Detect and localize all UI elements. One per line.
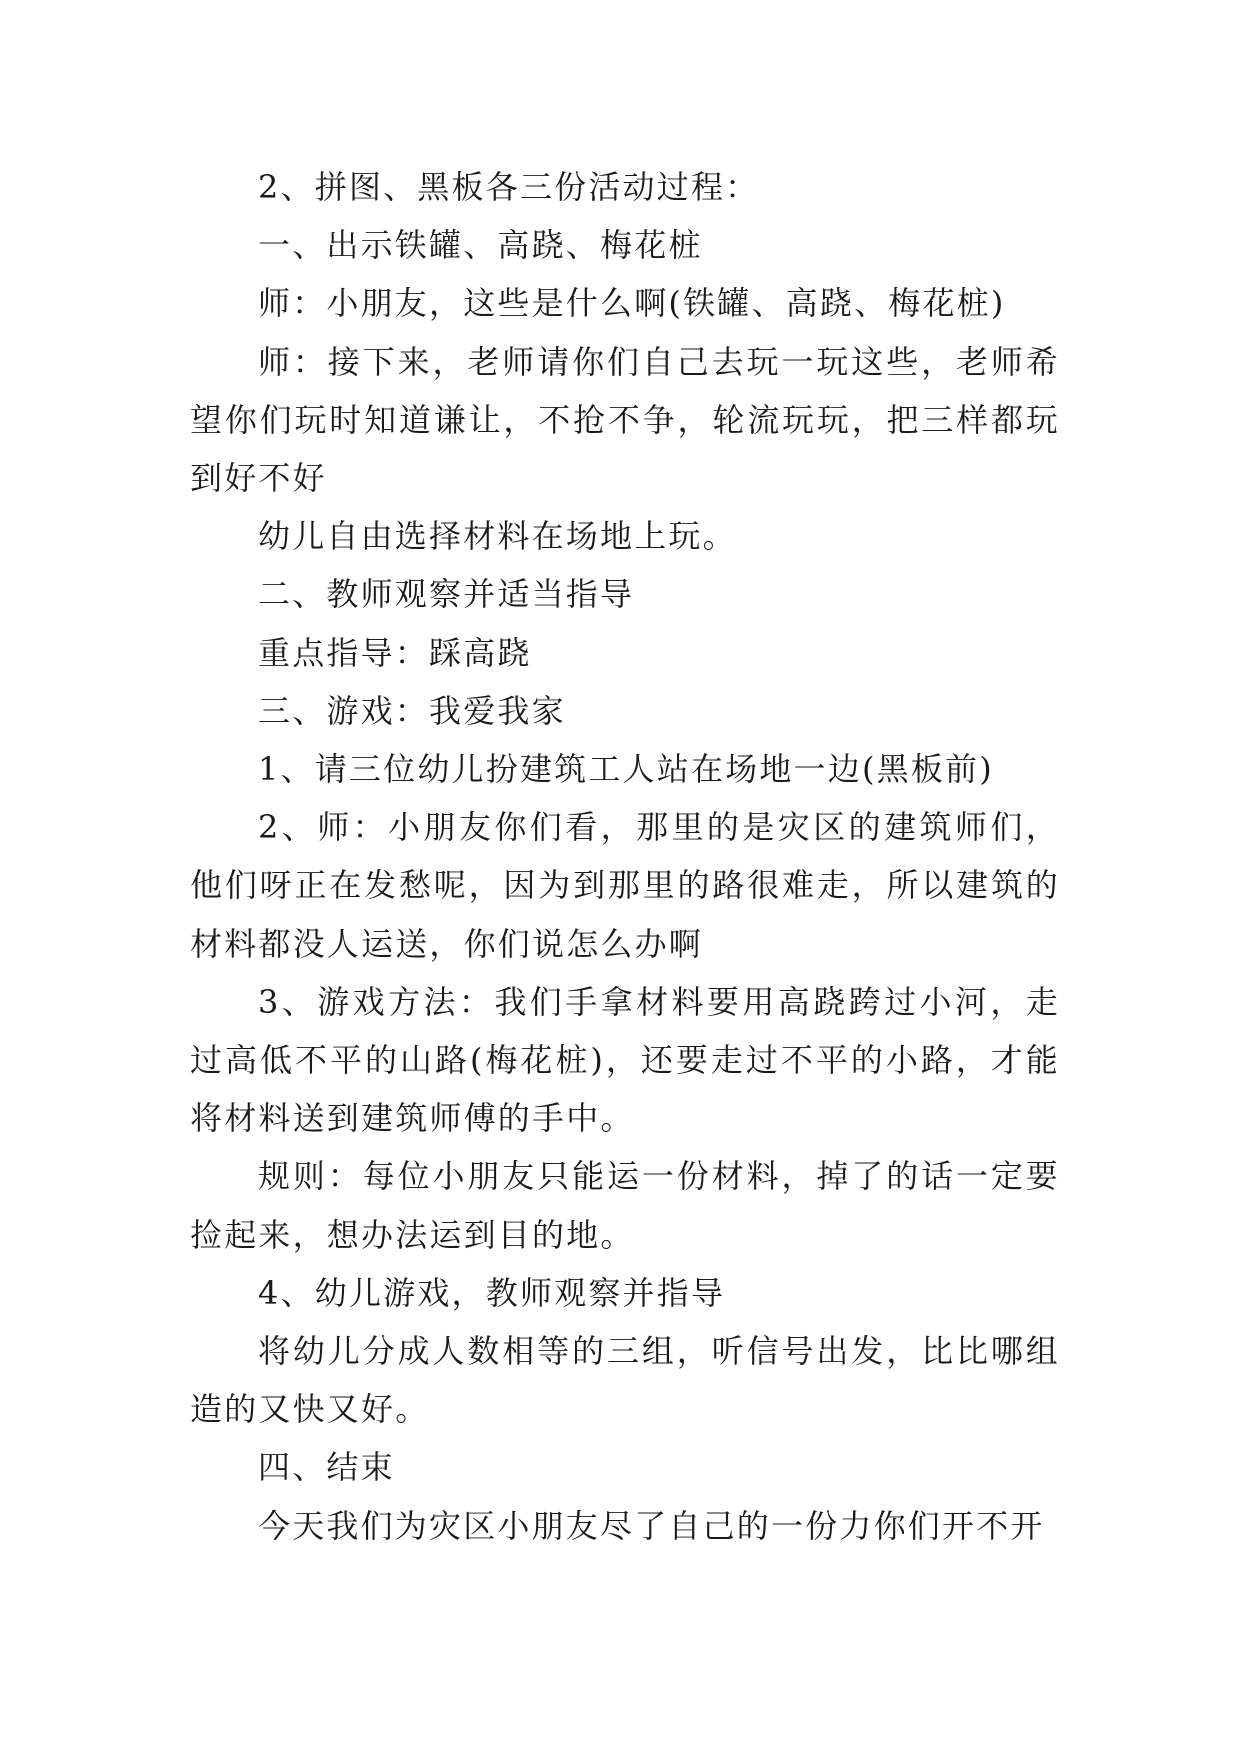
document-body [190,158,1060,1555]
paragraph: 2、拼图、黑板各三份活动过程： [258,168,760,206]
paragraph: 二、教师观察并适当指导 [258,575,635,614]
paragraph: 2、师：小朋友你们看，那里的是灾区的建筑师们，他们呀正在发愁呢，因为到那里的路很难走，所以建筑的材料都没人运送，你们说怎么办啊 [190,808,1060,963]
paragraph: 4、幼儿游戏，教师观察并指导 [258,1273,726,1312]
paragraph: 规则：每位小朋友只能运一份材料，掉了的话一定要捡起来，想办法运到目的地。 [190,1157,1060,1254]
paragraph: 三、游戏：我爱我家 [258,691,566,730]
paragraph: 幼儿自由选择材料在场地上玩。 [258,517,737,556]
paragraph: 师：小朋友，这些是什么啊(铁罐、高跷、梅花桩) [258,284,1006,323]
paragraph: 一、出示铁罐、高跷、梅花桩 [258,226,703,265]
paragraph: 重点指导：踩高跷 [258,633,532,672]
paragraph: 四、结束 [258,1448,395,1487]
paragraph: 师：接下来，老师请你们自己去玩一玩这些，老师希望你们玩时知道谦让，不抢不争，轮流玩玩，把三样都玩到好不好 [190,342,1060,498]
paragraph: 将幼儿分成人数相等的三组，听信号出发，比比哪组造的又快又好。 [190,1332,1060,1429]
paragraph: 1、请三位幼儿扮建筑工人站在场地一边(黑板前) [258,750,994,789]
paragraph: 3、游戏方法：我们手拿材料要用高跷跨过小河，走过高低不平的山路(梅花桩)，还要走过不平的小路，才能将材料送到建筑师傅的手中。 [190,982,1060,1138]
paragraph: 今天我们为灾区小朋友尽了自己的一份力你们开不开 [258,1506,1045,1545]
